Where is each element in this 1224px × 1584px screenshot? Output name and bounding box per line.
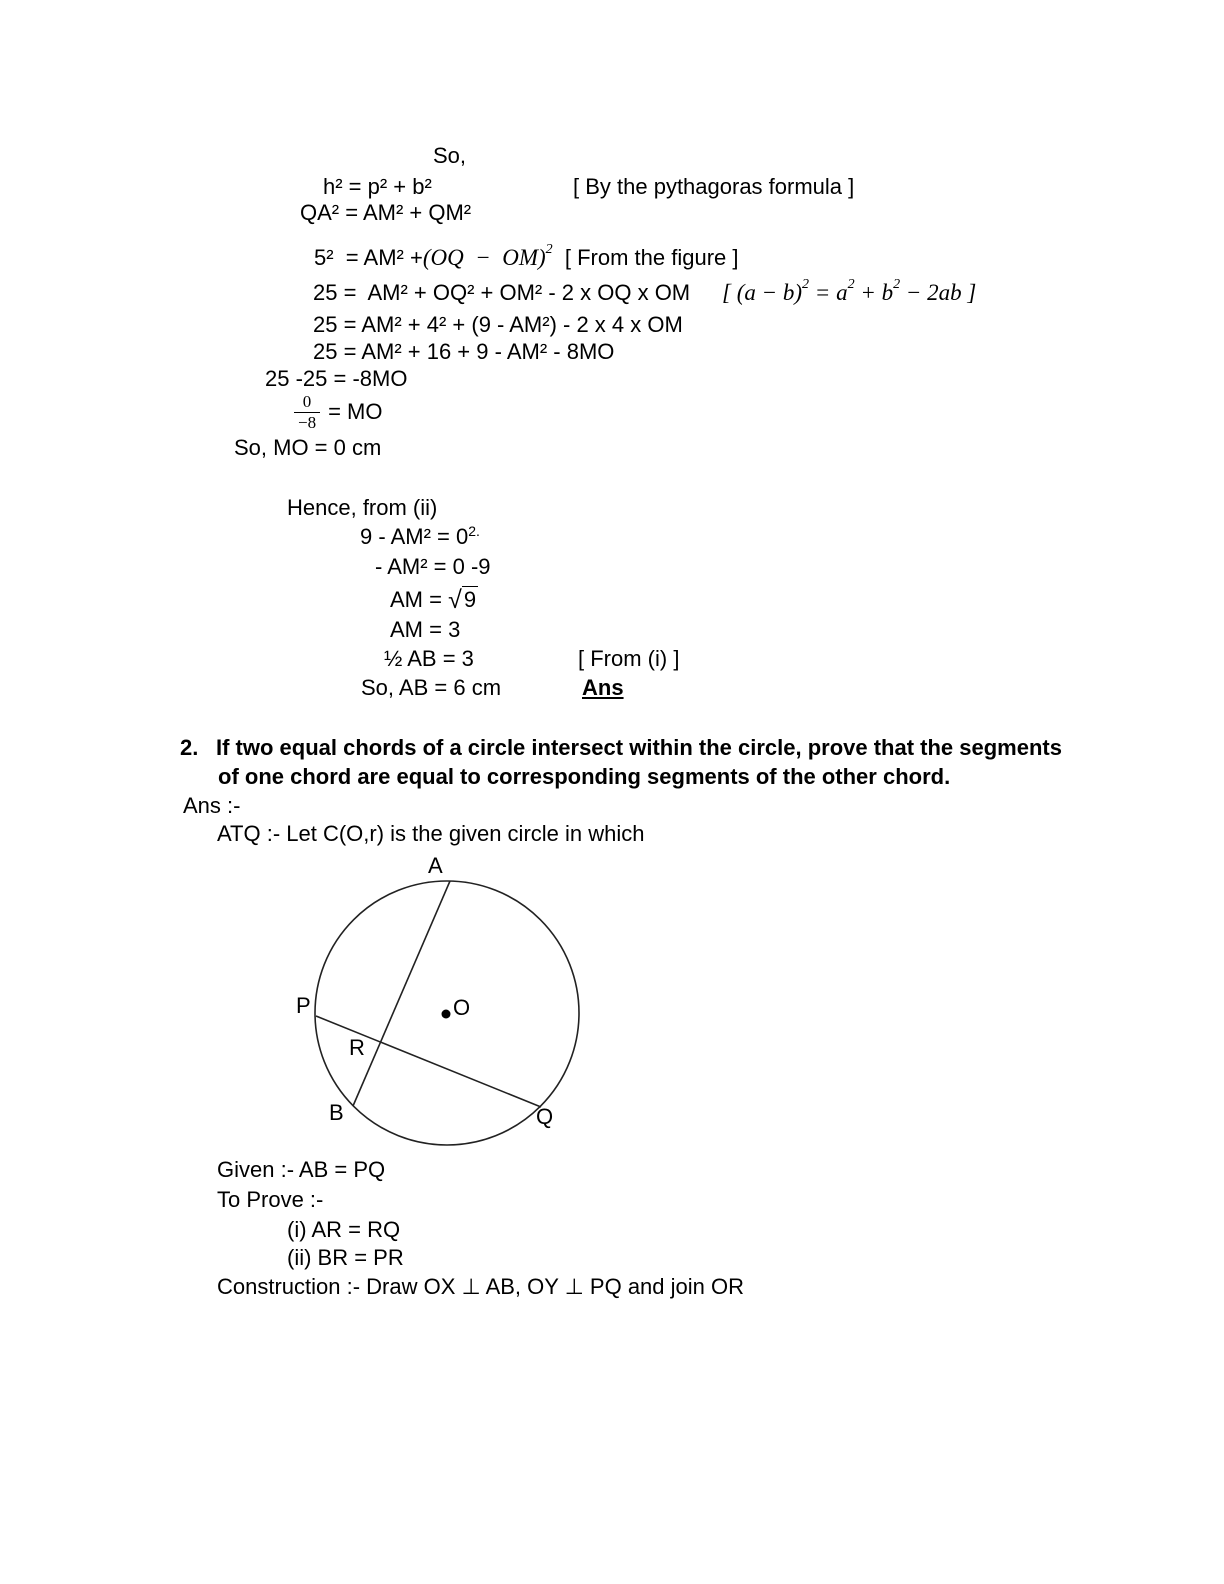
ans-label: Ans <box>582 675 624 700</box>
given-line: Given :- AB = PQ <box>217 1157 386 1182</box>
diagram-label-r: R <box>349 1035 365 1060</box>
diagram-label-q: Q <box>536 1104 554 1129</box>
equation-line: 25 = AM² + 4² + (9 - AM²) - 2 x 4 x OM <box>313 312 683 337</box>
to-prove-heading: To Prove :- <box>217 1187 324 1212</box>
equation-line: So, AB = 6 cm <box>361 675 502 700</box>
equation-line: 5² = AM² +(OQ − OM)$^2$ [ From the figure ] <box>314 242 739 270</box>
diagram-label-o: O <box>453 995 471 1020</box>
equation-line: h² = p² + b² <box>323 174 432 199</box>
equation-line: - AM² = 0 -9 <box>375 554 491 579</box>
note-bracket-identity: [ $(a - b)^2 = a^2 + b^2 - 2ab$ ] <box>722 277 977 305</box>
note-bracket: [ By the pythagoras formula ] <box>573 174 855 199</box>
equation-line: 25 = AM² + 16 + 9 - AM² - 8MO <box>313 339 615 364</box>
question-number: 2. <box>180 735 199 760</box>
chord-ab <box>353 881 450 1106</box>
question-text-line2: of one chord are equal to corresponding segments of the other chord. <box>218 764 951 789</box>
equation-line: AM = 3 <box>390 617 461 642</box>
question-text-line1: If two equal chords of a circle intersect within the circle, prove that the segments <box>216 735 1062 760</box>
diagram-label-p: P <box>296 993 311 1018</box>
prove-item-ii: (ii) BR = PR <box>287 1245 404 1270</box>
diagram-label-b: B <box>329 1100 344 1125</box>
fraction: $\frac{0}{-8}$ <box>294 392 320 432</box>
equation-line-sqrt: AM = √9 <box>390 586 477 614</box>
diagram-label-a: A <box>428 853 443 878</box>
chord-pq <box>316 1016 541 1107</box>
equation-line: So, MO = 0 cm <box>234 435 382 460</box>
prove-item-i: (i) AR = RQ <box>287 1217 401 1242</box>
so-label: So, <box>433 143 467 168</box>
construction-line: Construction :- Draw OX ⊥ AB, OY ⊥ PQ and join OR <box>217 1274 745 1299</box>
equation-line: 25 = AM² + OQ² + OM² - 2 x OQ x OM <box>313 280 691 305</box>
equation-line: $9 - AM^2 = 0^{2.}$ <box>360 523 480 549</box>
note-bracket: [ From the figure ] <box>564 245 739 270</box>
center-dot <box>442 1010 451 1019</box>
ans-heading: Ans :- <box>183 793 241 818</box>
equation-line: 25 -25 = -8MO <box>265 366 408 391</box>
hence-label: Hence, from (ii) <box>287 495 438 520</box>
sqrt-icon: √ <box>448 586 462 614</box>
equation-fraction-row: $\frac{0}{-8}$ = MO <box>294 392 383 432</box>
equation-line: QA² = AM² + QM² <box>300 200 472 225</box>
note-bracket: [ From (i) ] <box>578 646 680 671</box>
atq-line: ATQ :- Let C(O,r) is the given circle in which <box>217 821 645 846</box>
equation-line: ½ AB = 3 <box>384 646 474 671</box>
